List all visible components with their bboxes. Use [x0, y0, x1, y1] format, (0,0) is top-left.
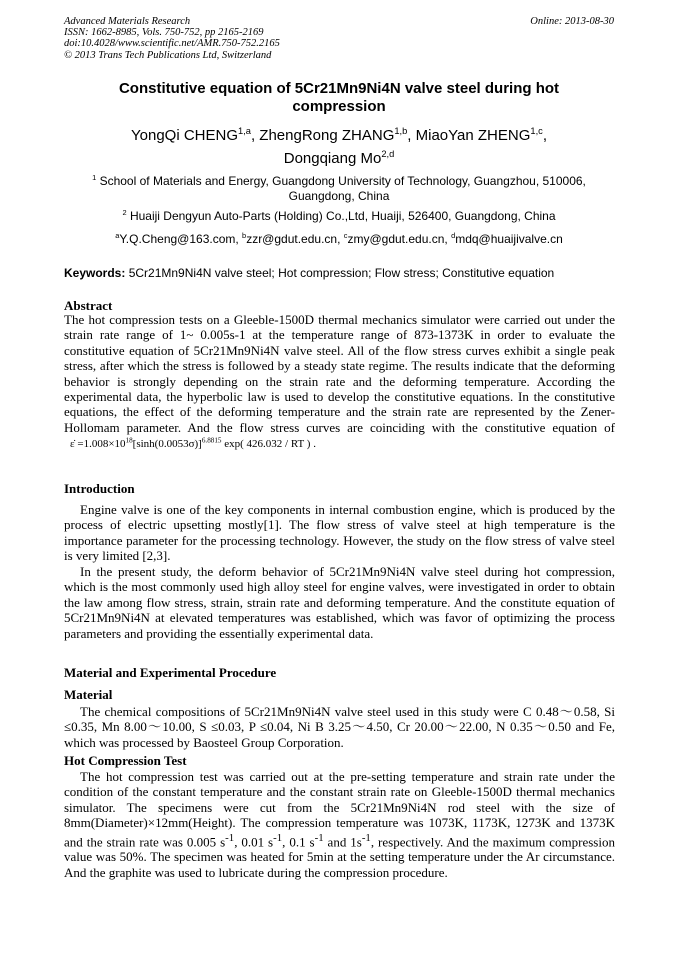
affiliation-mark: 2 [122, 208, 127, 217]
affiliation-1 [64, 174, 614, 204]
hot-compression-paragraph: The hot compression test was carried out at the pre-setting temperature and strain rate under the condition of the constant temperature and the constant strain rate on Gleeble-1500D thermal mechanics simulator. The specimens were cut from the 5Cr21Mn9Ni4N rod steel with the size of 8mm(Diameter)×12mm(Height). The compression temperature was 1073K, 1173K, 1273K and 1373K and the strain rate was 0.005 $s^{-1}$, 0.01 $s^{-1}$, 0.1 $s^{-1}$ and $1s^{-1}$, respectively. And the maximum compression value was 50%. The specimen was heated for 5min at the setting temperature under the Ar circumstance. And the graphite was used to lubricate during the compression procedure. [64, 769, 615, 880]
author-affiliation-mark: 1,b [394, 126, 408, 136]
introduction-paragraph-2: In the present study, the deform behavior of 5Cr21Mn9Ni4N valve steel during hot compression, which is the most commonly used high alloy steel for engine valves, were investigated in order to obtain the law among flow stress, strain, strain rate and deforming temperature. And the constitute equation of 5Cr21Mn9Ni4N at elevated temperatures was established, which was favor of optimizing the process parameters and providing the essentially experimental data. [64, 564, 615, 641]
paper-title [64, 80, 614, 116]
keywords-text: 5Cr21Mn9Ni4N valve steel; Hot compression; Flow stress; Constitutive equation [128, 266, 555, 280]
email-link[interactable]: zmy@gdut.edu.cn [347, 232, 445, 246]
issn-line: ISSN: 1662-8985, Vols. 750-752, pp 2165-2169 [64, 27, 264, 39]
author-name: ZhengRong ZHANG [259, 127, 395, 144]
title-line-2: compression [292, 98, 386, 115]
keywords [64, 266, 616, 281]
abstract-body [64, 312, 615, 453]
email-link[interactable]: zzr@gdut.edu.cn [246, 232, 338, 246]
author-affiliation-mark: 1,c [530, 126, 543, 136]
constitutive-equation: ε̇ $=1.008\times 10^{18}[\sinh(0.0053\sigma)]^{6.8815}$ exp( 426.032 / RT ) . [70, 436, 316, 451]
affiliation-2 [64, 209, 614, 224]
authors-line-2 [64, 147, 614, 170]
abstract-text: The hot compression tests on a Gleeble-1500D thermal mechanics simulator were carried out under the strain rate range of 1~ 0.005s-1 at the temperature range of 873-1373K in order to evaluate the constitutive equation of 5Cr21Mn9Ni4N valve steel. All of the flow stress curves exhibit a single peak stress, after which the stress is followed by a steady state regime. The results indicate that the deforming behavior is strongly depending on the strain rate and the deforming temperature. According the experimental data, the hyperbolic law is used to develop the constitutive equations. In the constitutive equations, the effect of the deforming temperature and the strain rate are represented by the Zener-Hollomam parameter. And the flow stress curves are coinciding with the constitutive equation of [64, 312, 615, 435]
author-list [64, 124, 614, 170]
author-affiliation-mark: 1,a [238, 126, 251, 136]
methods-heading: Material and Experimental Procedure [64, 665, 277, 680]
copyright-line: © 2013 Trans Tech Publications Ltd, Switzerland [64, 49, 272, 61]
material-subheading: Material [64, 687, 113, 702]
journal-header [64, 16, 280, 61]
author-name: Dongqiang Mo [283, 150, 382, 167]
author-name: YongQi CHENG [131, 127, 239, 144]
introduction-paragraph-1: Engine valve is one of the key components in internal combustion engine, which is produced by the process of electric upsetting mostly[1]. The flow stress of valve steel at high temperature is the importance parameter for the processing technology. However, the study on the flow stress of valve steel is very limited [2,3]. [64, 502, 615, 564]
doi-line: doi:10.4028/www.scientific.net/AMR.750-752.2165 [64, 38, 280, 50]
material-paragraph: The chemical compositions of 5Cr21Mn9Ni4N valve steel used in this study were C 0.48～0.58, Si ≤0.35, Mn 8.00～10.00, S ≤0.03, P ≤0.04, Ni B 3.25～4.50, Cr 20.00～22.00, N 0.35～0.50 and Fe, which was processed by Baosteel Group Corporation. [64, 704, 615, 750]
abstract-heading: Abstract [64, 298, 113, 313]
author-name: MiaoYan ZHENG [415, 127, 531, 144]
hot-compression-subheading: Hot Compression Test [64, 753, 187, 768]
introduction-heading: Introduction [64, 481, 135, 496]
email-line: $^a$Y.Q.Cheng@163.com, $^b$zzr@gdut.edu.cn, $^c$zmy@gdut.edu.cn, $^d$mdq@huaijivalve.cn [115, 231, 563, 246]
email-link[interactable]: Y.Q.Cheng@163.com [119, 232, 236, 246]
affiliation-mark: 1 [92, 173, 97, 182]
affiliation-text: School of Materials and Energy, Guangdong University of Technology, Guangzhou, 510006, Guangdong, China [99, 174, 586, 203]
keywords-label: Keywords: [64, 266, 126, 280]
email-link[interactable]: mdq@huaijivalve.cn [455, 232, 563, 246]
authors-line-1: YongQi CHENG$^{1,a}$, ZhengRong ZHANG$^{1,b}$, MiaoYan ZHENG$^{1,c}$, [131, 126, 547, 144]
online-date: Online: 2013-08-30 [530, 16, 614, 27]
affiliation-text: Huaiji Dengyun Auto-Parts (Holding) Co.,Ltd, Huaiji, 526400, Guangdong, China [129, 209, 556, 223]
title-line-1: Constitutive equation of 5Cr21Mn9Ni4N valve steel during hot [118, 80, 560, 97]
journal-name: Advanced Materials Research [64, 16, 191, 27]
author-affiliation-mark: 2,d [381, 149, 395, 159]
